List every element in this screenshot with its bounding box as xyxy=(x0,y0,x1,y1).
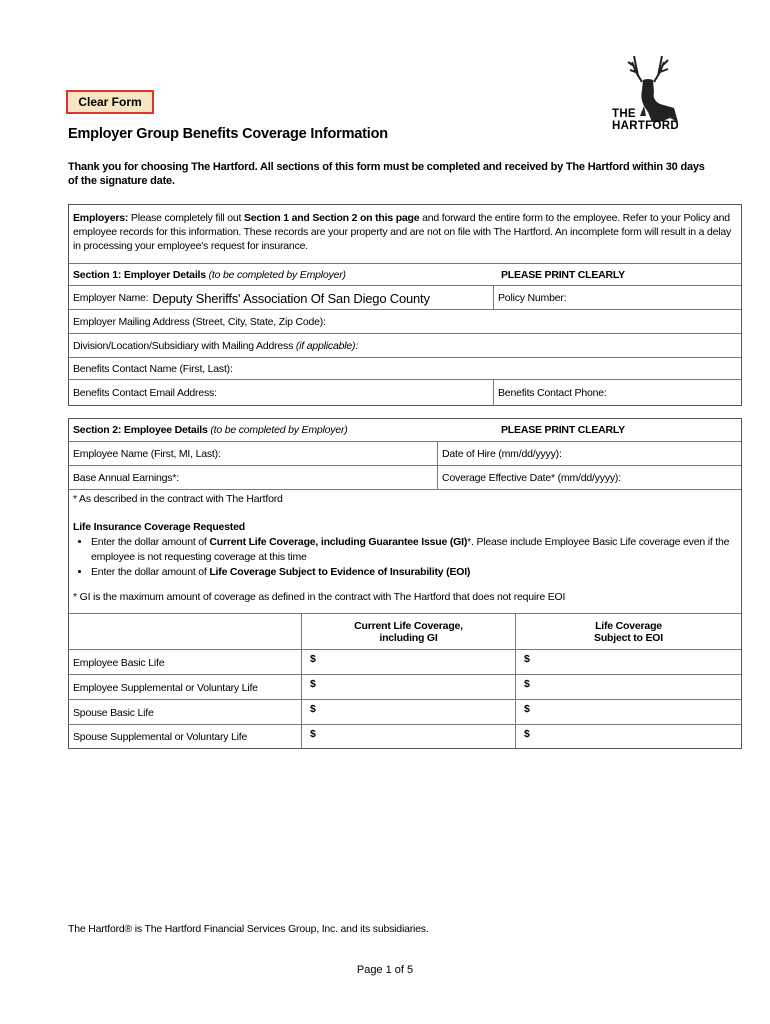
contact-phone-field[interactable] xyxy=(493,380,741,406)
coverage-row-spouse-supplemental xyxy=(69,724,741,749)
mailing-address-row xyxy=(69,309,741,334)
employee-name-label: Employee Name (First, MI, Last): xyxy=(73,448,221,460)
life-info-block xyxy=(69,489,741,614)
employers-label: Employers: xyxy=(73,212,129,224)
mailing-address-field[interactable] xyxy=(69,310,741,334)
policy-number-field[interactable] xyxy=(493,286,741,310)
contact-name-field[interactable] xyxy=(69,358,741,380)
division-note: (if applicable): xyxy=(295,340,359,352)
contact-email-field[interactable] xyxy=(69,380,493,406)
coverage-row-label: Spouse Basic Life xyxy=(73,706,154,719)
employers-text-1: Please completely fill out xyxy=(128,212,244,224)
instruction-bullet-2 xyxy=(91,565,737,580)
page-number: Page 1 of 5 xyxy=(356,964,414,976)
current-coverage-input[interactable]: $ xyxy=(301,725,515,749)
col-current-coverage: Current Life Coverage, including GI xyxy=(301,614,515,650)
life-instructions-list xyxy=(73,535,737,580)
section-2-box xyxy=(68,418,742,749)
section-1-heading: Section 1: Employer Details xyxy=(73,269,206,281)
contact-phone-label: Benefits Contact Phone: xyxy=(498,387,607,399)
bullet-2-text-a: Enter the dollar amount of xyxy=(91,566,210,578)
earnings-row xyxy=(69,465,741,490)
coverage-row-label: Employee Supplemental or Voluntary Life xyxy=(73,681,258,694)
employer-name-label: Employer Name: xyxy=(73,292,149,304)
division-label: Division/Location/Subsidiary with Mailing Address xyxy=(73,340,294,352)
logo-line-2: HARTFORD xyxy=(612,120,679,132)
logo-line-1: THE xyxy=(612,108,636,120)
section-2-print-clearly: PLEASE PRINT CLEARLY xyxy=(501,424,625,436)
base-earnings-field[interactable] xyxy=(69,466,437,490)
contract-note: * As described in the contract with The Hartford xyxy=(73,493,283,505)
coverage-date-label: Coverage Effective Date* (mm/dd/yyyy): xyxy=(442,472,621,484)
employers-instructions xyxy=(73,211,737,253)
employers-bold-1: Section 1 and Section 2 on this page xyxy=(243,212,420,224)
section-1-box xyxy=(68,204,742,406)
employer-name-field[interactable] xyxy=(69,286,493,310)
employee-name-field[interactable] xyxy=(69,442,437,466)
employee-name-row xyxy=(69,441,741,466)
eoi-coverage-input[interactable]: $ xyxy=(515,675,741,700)
eoi-coverage-input[interactable]: $ xyxy=(515,725,741,749)
employer-name-row xyxy=(69,285,741,310)
employers-text-2: and forward the entire form to the employee. Refer to your Policy and employee records for this information. These records are your property and are not on file with The Hartford. An incomplete form will result in a delay in processing your employee's request for insurance. xyxy=(73,212,732,252)
coverage-row-label: Employee Basic Life xyxy=(73,656,165,669)
bullet-1-text-c: *. Please include Employee Basic Life coverage even if the employee is not requesting coverage at this time xyxy=(91,536,730,563)
life-insurance-heading: Life Insurance Coverage Requested xyxy=(73,521,245,533)
coverage-row-employee-supplemental xyxy=(69,674,741,700)
section-1-header-row xyxy=(69,263,741,286)
footer-text: The Hartford® is The Hartford Financial Services Group, Inc. and its subsidiaries. xyxy=(68,923,429,935)
coverage-table-header xyxy=(69,613,741,650)
intro-text: Thank you for choosing The Hartford. All sections of this form must be completed and received by The Hartford within 30 days of the signature date. xyxy=(68,161,705,187)
division-row xyxy=(69,333,741,358)
coverage-date-field[interactable] xyxy=(437,466,741,490)
bullet-1-text-bold: Current Life Coverage, including Guarantee Issue (GI) xyxy=(209,536,468,548)
date-of-hire-label: Date of Hire (mm/dd/yyyy): xyxy=(442,448,562,460)
policy-number-label: Policy Number: xyxy=(498,292,567,304)
col-eoi-coverage: Life Coverage Subject to EOI xyxy=(515,614,741,650)
eoi-coverage-input[interactable]: $ xyxy=(515,700,741,725)
employer-name-value: Deputy Sheriffs' Association Of San Diego County xyxy=(152,290,430,306)
mailing-address-label: Employer Mailing Address (Street, City, State, Zip Code): xyxy=(73,316,326,328)
eoi-coverage-input[interactable]: $ xyxy=(515,650,741,675)
contact-email-row xyxy=(69,379,741,406)
clear-form-button[interactable]: Clear Form xyxy=(66,90,154,114)
current-coverage-input[interactable]: $ xyxy=(301,675,515,700)
hartford-wordmark xyxy=(612,108,679,132)
section-2-heading-note: (to be completed by Employer) xyxy=(210,424,348,436)
section-1-heading-note: (to be completed by Employer) xyxy=(208,269,346,281)
bullet-2-text-bold: Life Coverage Subject to Evidence of Insurability (EOI) xyxy=(209,566,471,578)
contact-name-label: Benefits Contact Name (First, Last): xyxy=(73,363,233,375)
coverage-row-employee-basic xyxy=(69,649,741,675)
contact-name-row xyxy=(69,357,741,380)
coverage-row-label: Spouse Supplemental or Voluntary Life xyxy=(73,731,248,743)
section-2-header-row xyxy=(69,419,741,441)
contact-email-label: Benefits Contact Email Address: xyxy=(73,387,217,399)
section-1-print-clearly: PLEASE PRINT CLEARLY xyxy=(501,269,625,281)
gi-note: * GI is the maximum amount of coverage as defined in the contract with The Hartford that does not require EOI xyxy=(73,591,566,603)
coverage-row-spouse-basic xyxy=(69,699,741,725)
base-earnings-label: Base Annual Earnings*: xyxy=(73,472,179,484)
division-field[interactable] xyxy=(69,334,741,358)
current-coverage-input[interactable]: $ xyxy=(301,650,515,675)
page-title: Employer Group Benefits Coverage Information xyxy=(68,126,388,142)
date-of-hire-field[interactable] xyxy=(437,442,741,466)
current-coverage-input[interactable]: $ xyxy=(301,700,515,725)
instruction-bullet-1 xyxy=(91,535,737,565)
section-2-heading: Section 2: Employee Details xyxy=(73,424,208,436)
bullet-1-text-a: Enter the dollar amount of xyxy=(91,536,210,548)
